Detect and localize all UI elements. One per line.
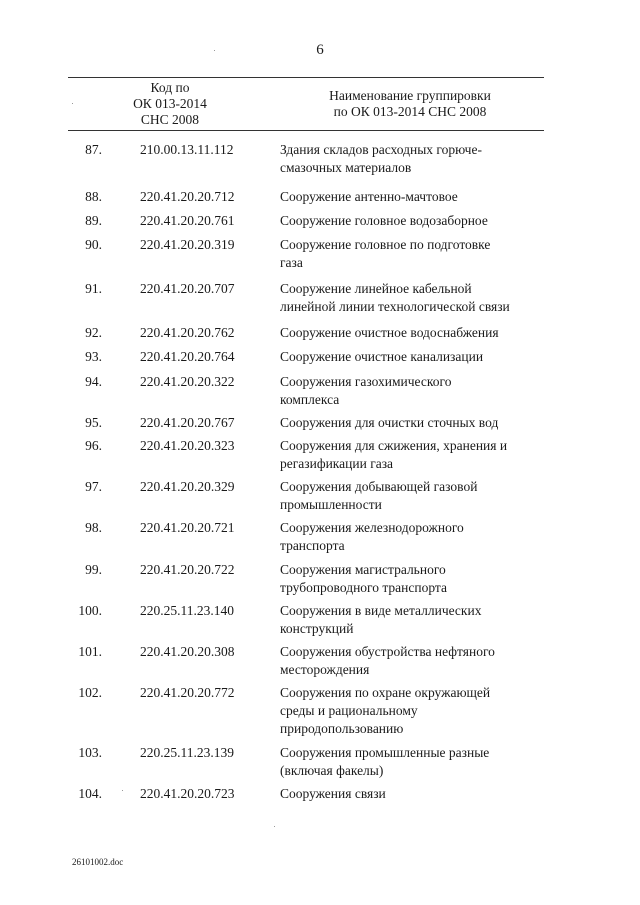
row-code: 220.25.11.23.139 <box>140 745 234 760</box>
row-name-line: месторождения <box>280 662 370 677</box>
row-code: 220.41.20.20.761 <box>140 213 235 228</box>
column-header-code-line: Код по <box>150 80 190 95</box>
row-name-line: Сооружение очистное канализации <box>280 349 484 364</box>
row-number: 91. <box>85 281 102 296</box>
column-header-name-line: по ОК 013-2014 СНС 2008 <box>333 104 487 119</box>
row-code: 220.41.20.20.762 <box>140 325 235 340</box>
row-number: 103. <box>78 745 102 760</box>
row-name-line: смазочных материалов <box>280 160 412 175</box>
row-name-line: Сооружения газохимического <box>280 374 452 389</box>
column-header-code-line: СНС 2008 <box>140 112 200 127</box>
row-name <box>280 684 550 738</box>
row-number: 96. <box>85 438 102 453</box>
row-number: 90. <box>85 237 102 252</box>
row-name <box>280 188 550 206</box>
row-number: 97. <box>85 479 102 494</box>
row-name-line: трубопроводного транспорта <box>280 580 447 595</box>
row-name-line: Сооружение антенно-мачтовое <box>280 189 458 204</box>
row-number: 104. <box>78 786 102 801</box>
row-code: 220.41.20.20.723 <box>140 786 235 801</box>
row-name <box>280 373 550 409</box>
row-name <box>280 561 550 597</box>
row-number: 102. <box>78 685 102 700</box>
row-name-line: (включая факелы) <box>280 763 384 778</box>
row-code: 220.41.20.20.319 <box>140 237 235 252</box>
row-number: 88. <box>85 189 102 204</box>
row-name-line: промышленности <box>280 497 382 512</box>
row-name-line: Сооружения магистрального <box>280 562 446 577</box>
row-code: 220.41.20.20.764 <box>140 349 235 364</box>
row-number: 100. <box>78 603 102 618</box>
row-number: 92. <box>85 325 102 340</box>
row-number: 89. <box>85 213 102 228</box>
row-name-line: регазификации газа <box>280 456 394 471</box>
column-header-code <box>100 80 240 128</box>
row-name <box>280 212 550 230</box>
table-header-bottom-rule <box>68 130 544 131</box>
row-name-line: Сооружение линейное кабельной <box>280 281 472 296</box>
row-number: 98. <box>85 520 102 535</box>
row-name <box>280 141 550 177</box>
row-code: 220.41.20.20.707 <box>140 281 235 296</box>
row-number: 101. <box>78 644 102 659</box>
row-name <box>280 280 550 316</box>
scan-speck <box>122 790 123 791</box>
row-code: 220.41.20.20.308 <box>140 644 235 659</box>
row-name-line: Сооружения связи <box>280 786 386 801</box>
column-header-name-line: Наименование группировки <box>329 88 491 103</box>
row-number: 93. <box>85 349 102 364</box>
row-code: 220.41.20.20.323 <box>140 438 235 453</box>
scan-speck <box>214 50 215 51</box>
row-name <box>280 414 550 432</box>
row-name <box>280 785 550 803</box>
row-name-line: Сооружение очистное водоснабжения <box>280 325 499 340</box>
row-name <box>280 519 550 555</box>
table-header-top-rule <box>68 77 544 78</box>
scan-speck <box>72 103 73 104</box>
row-code: 210.00.13.11.112 <box>140 142 234 157</box>
row-name-line: комплекса <box>280 392 340 407</box>
column-header-code-line: ОК 013-2014 <box>133 96 207 111</box>
row-name <box>280 478 550 514</box>
row-name-line: Сооружения для сжижения, хранения и <box>280 438 508 453</box>
row-number: 87. <box>85 142 102 157</box>
row-name-line: Сооружения промышленные разные <box>280 745 490 760</box>
row-name-line: природопользованию <box>280 721 404 736</box>
row-name <box>280 348 550 366</box>
row-name <box>280 744 550 780</box>
row-number: 99. <box>85 562 102 577</box>
row-name-line: среды и рациональному <box>280 703 418 718</box>
row-name-line: Сооружения железнодорожного <box>280 520 464 535</box>
row-name-line: Сооружения добывающей газовой <box>280 479 478 494</box>
row-number: 95. <box>85 415 102 430</box>
footer-file-name: 26101002.doc <box>72 857 124 867</box>
row-code: 220.41.20.20.721 <box>140 520 235 535</box>
row-name-line: газа <box>280 255 303 270</box>
row-code: 220.41.20.20.329 <box>140 479 235 494</box>
row-name <box>280 236 550 272</box>
row-name-line: Сооружения по охране окружающей <box>280 685 491 700</box>
row-code: 220.41.20.20.322 <box>140 374 235 389</box>
row-name-line: Сооружения для очистки сточных вод <box>280 415 499 430</box>
row-code: 220.41.20.20.722 <box>140 562 235 577</box>
row-name-line: Сооружение головное водозаборное <box>280 213 488 228</box>
row-code: 220.25.11.23.140 <box>140 603 234 618</box>
row-number: 94. <box>85 374 102 389</box>
row-code: 220.41.20.20.767 <box>140 415 235 430</box>
row-code: 220.41.20.20.712 <box>140 189 235 204</box>
row-name <box>280 324 550 342</box>
row-name-line: транспорта <box>280 538 345 553</box>
row-name <box>280 602 550 638</box>
row-name <box>280 643 550 679</box>
scan-speck <box>274 826 275 827</box>
row-name-line: конструкций <box>280 621 354 636</box>
page-number: 6 <box>316 42 324 58</box>
column-header-name <box>290 88 530 120</box>
row-name-line: Сооружение головное по подготовке <box>280 237 491 252</box>
row-name-line: линейной линии технологической связи <box>280 299 510 314</box>
row-name-line: Сооружения в виде металлических <box>280 603 482 618</box>
row-name <box>280 437 550 473</box>
row-code: 220.41.20.20.772 <box>140 685 235 700</box>
row-name-line: Здания складов расходных горюче- <box>280 142 482 157</box>
row-name-line: Сооружения обустройства нефтяного <box>280 644 495 659</box>
